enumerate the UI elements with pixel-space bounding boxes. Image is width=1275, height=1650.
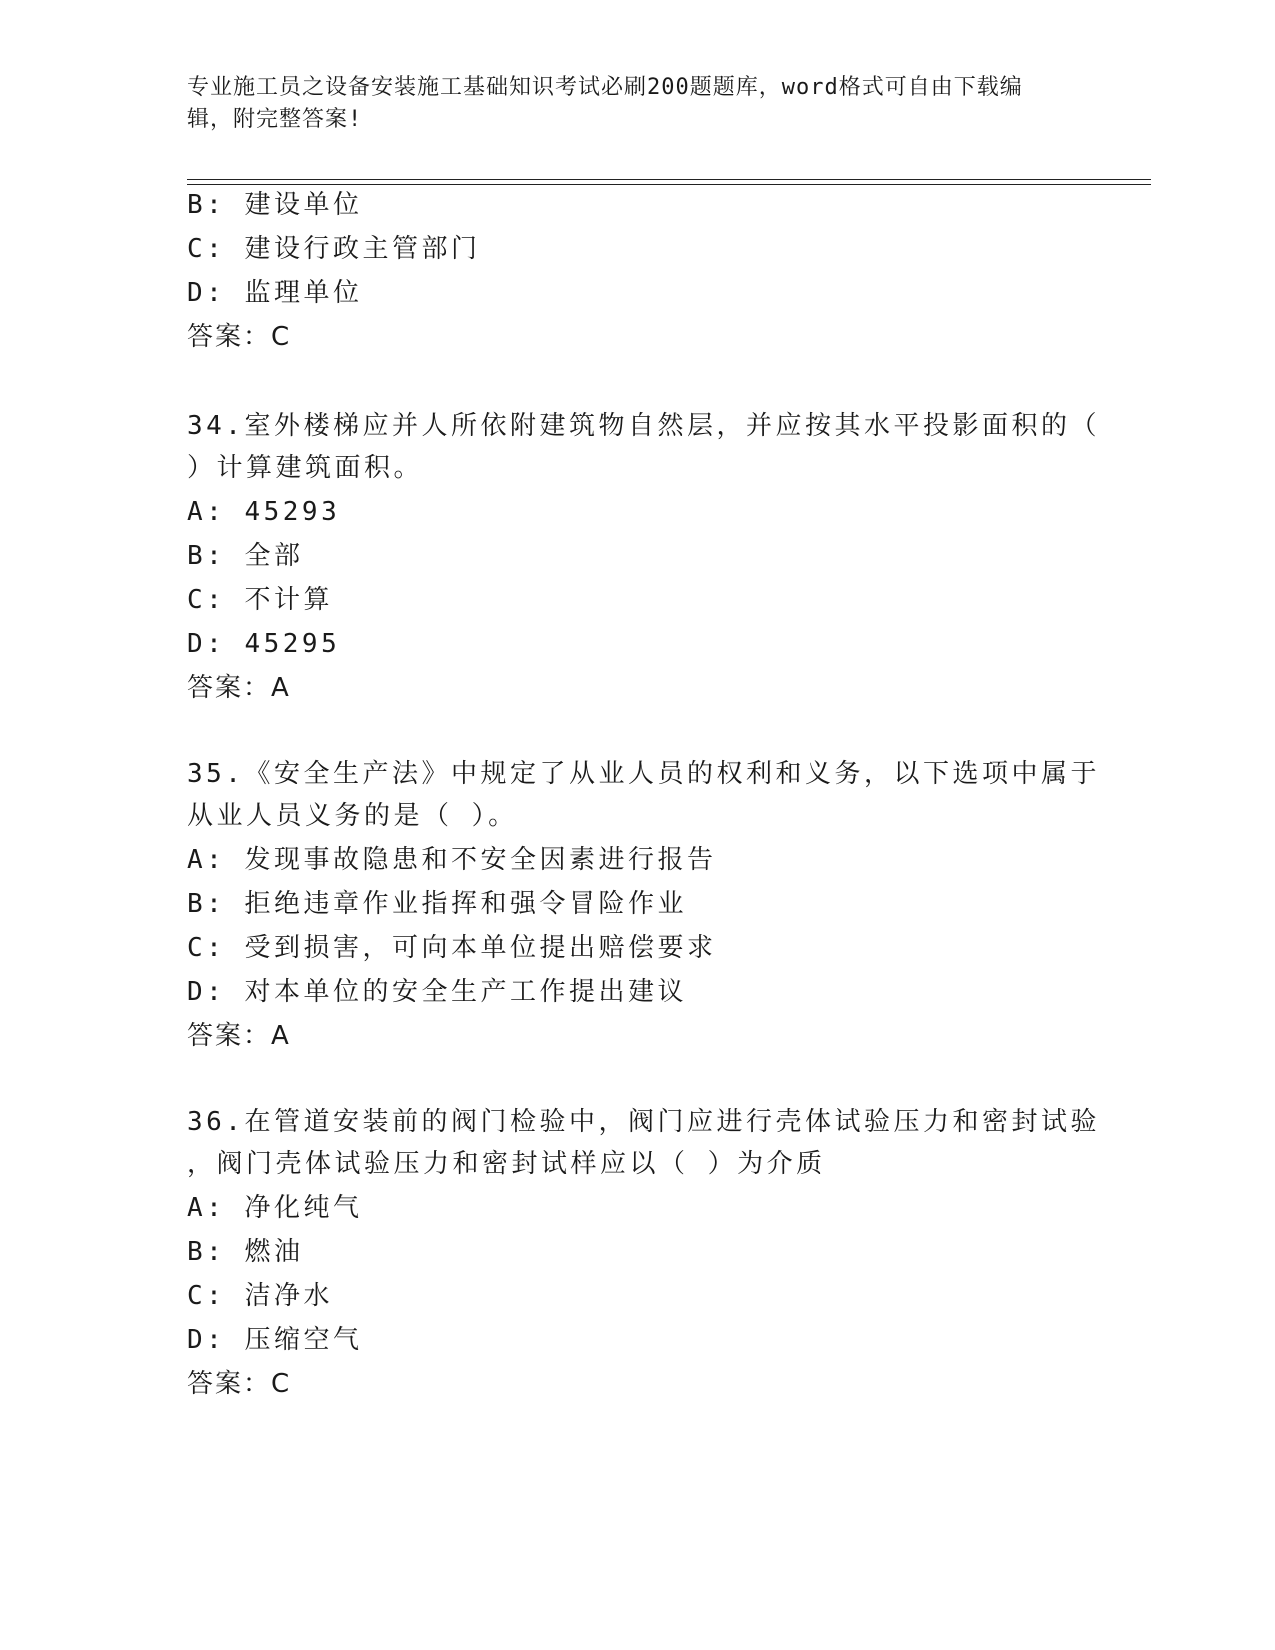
option-b: B: 建设单位 (187, 190, 363, 220)
question-stem-continued: ，阀门壳体试验压力和密封试样应以（ ）为介质 (187, 1149, 826, 1179)
option-c: C: 洁净水 (187, 1281, 333, 1311)
header-rule-top (187, 179, 1151, 180)
answer: 答案：C (187, 1369, 292, 1399)
answer: 答案：C (187, 322, 292, 352)
document-header: 专业施工员之设备安装施工基础知识考试必刷200题题库，word格式可自由下载编辑，附完整答案! (187, 75, 1023, 132)
option-c: C: 不计算 (187, 585, 333, 615)
option-a: A: 净化纯气 (187, 1193, 363, 1223)
option-d: D: 对本单位的安全生产工作提出建议 (187, 977, 687, 1007)
answer: 答案：A (187, 1021, 291, 1051)
question-stem-continued: ）计算建筑面积。 (187, 453, 424, 483)
option-b: B: 燃油 (187, 1237, 304, 1267)
option-b: B: 全部 (187, 541, 304, 571)
question-stem: 34.室外楼梯应并人所依附建筑物自然层，并应按其水平投影面积的（ (187, 411, 1100, 441)
option-a: A: 发现事故隐患和不安全因素进行报告 (187, 845, 717, 875)
header-rule-bottom (187, 184, 1151, 185)
question-stem: 36.在管道安装前的阀门检验中，阀门应进行壳体试验压力和密封试验 (187, 1107, 1100, 1137)
option-d: D: 压缩空气 (187, 1325, 363, 1355)
option-a: A: 45293 (187, 497, 341, 527)
option-b: B: 拒绝违章作业指挥和强令冒险作业 (187, 889, 687, 919)
option-d: D: 监理单位 (187, 278, 363, 308)
option-d: D: 45295 (187, 629, 341, 659)
option-c: C: 建设行政主管部门 (187, 234, 481, 264)
option-c: C: 受到损害，可向本单位提出赔偿要求 (187, 933, 717, 963)
question-stem-continued: 从业人员义务的是（ ）。 (187, 801, 518, 831)
answer: 答案：A (187, 673, 291, 703)
question-stem: 35.《安全生产法》中规定了从业人员的权利和义务，以下选项中属于 (187, 759, 1100, 789)
